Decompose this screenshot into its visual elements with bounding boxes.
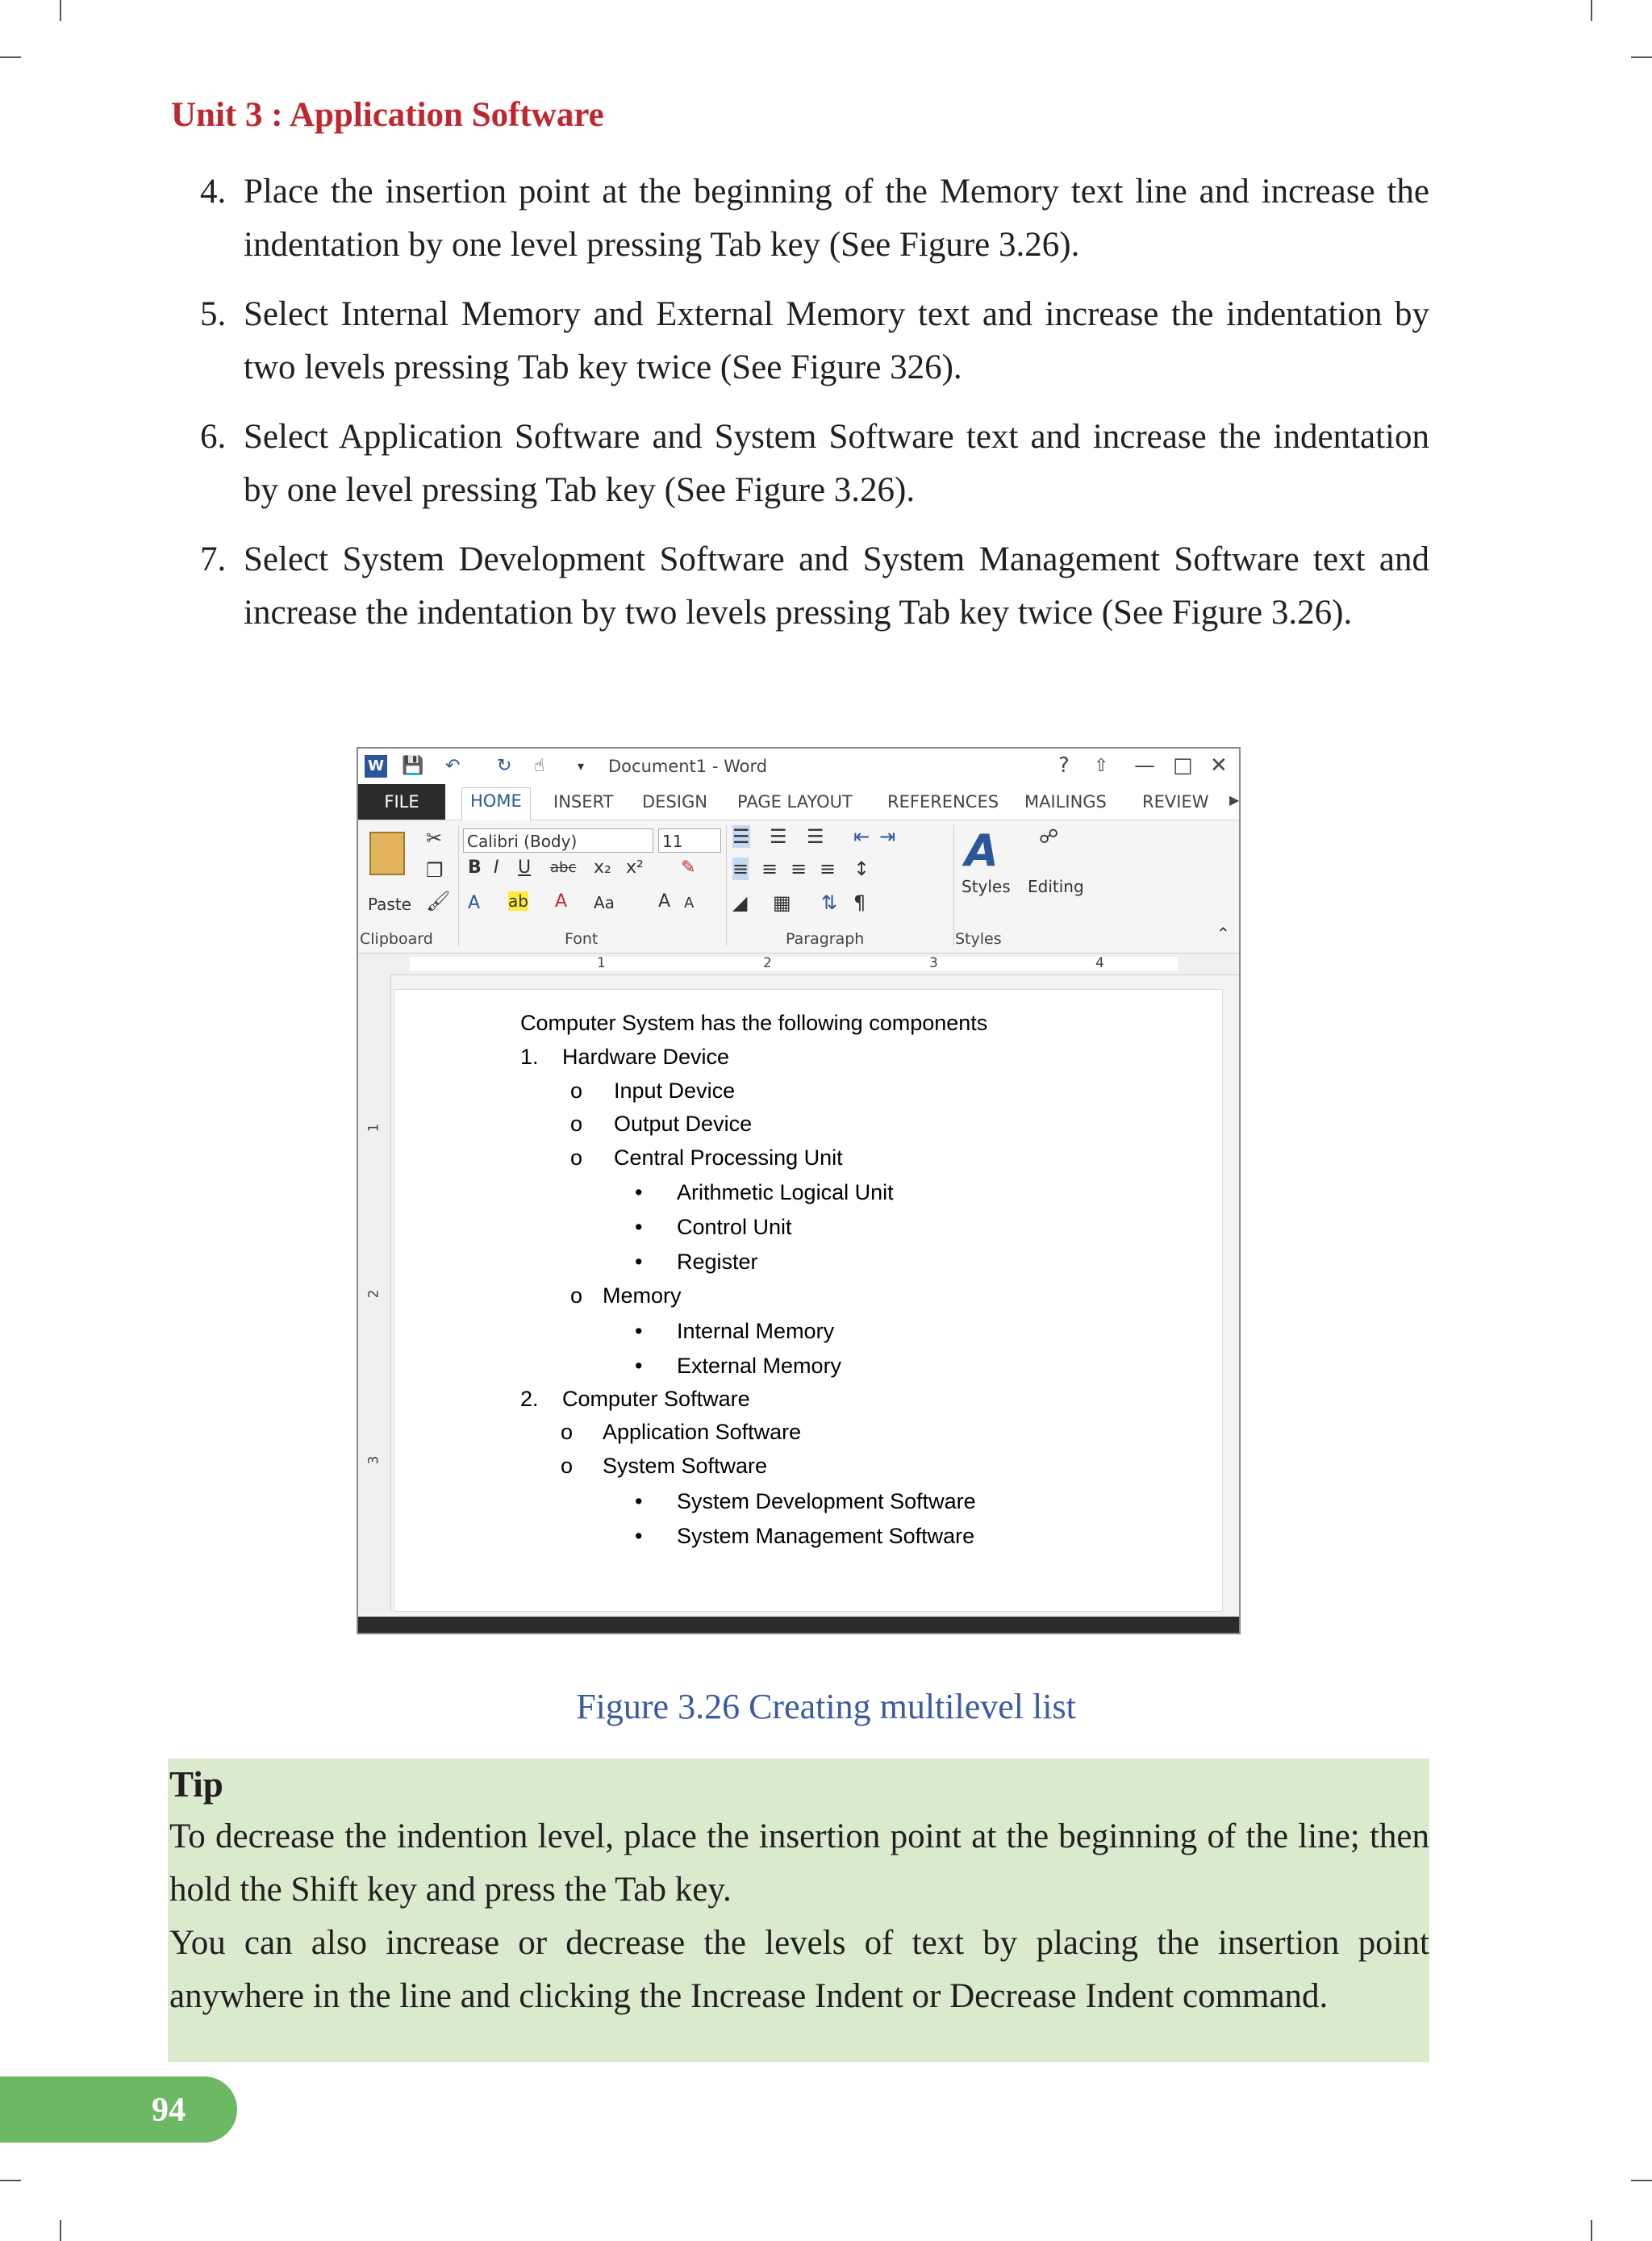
ruler-number: 4	[1095, 955, 1104, 971]
horizontal-ruler	[358, 954, 1239, 975]
tab-references[interactable]: REFERENCES	[887, 792, 999, 812]
ruler-margin-area	[410, 957, 1178, 971]
list-marker: •	[635, 1489, 643, 1513]
ribbon-display-icon[interactable]: ⇧	[1094, 756, 1109, 776]
italic-icon[interactable]: I	[494, 858, 499, 878]
save-icon[interactable]: 💾	[402, 756, 424, 776]
list-marker: o	[570, 1112, 583, 1136]
tip-box	[168, 1759, 1429, 2062]
step-number: 7.	[200, 540, 227, 578]
superscript-icon[interactable]: x²	[626, 858, 644, 878]
list-item: Arithmetic Logical Unit	[677, 1180, 894, 1204]
text-effects-icon[interactable]: A	[468, 893, 481, 913]
word-logo-icon: W	[365, 755, 387, 778]
list-item: Register	[677, 1250, 758, 1274]
vertical-ruler	[358, 974, 391, 1612]
crop-mark	[1631, 2180, 1652, 2181]
tab-mailings[interactable]: MAILINGS	[1024, 792, 1107, 812]
page-number: 94	[152, 2092, 186, 2129]
word-window-screenshot	[357, 747, 1241, 1634]
group-label-styles: Styles	[955, 930, 1002, 948]
shrink-font-icon[interactable]: A	[684, 895, 695, 912]
tab-design[interactable]: DESIGN	[642, 792, 707, 812]
sort-icon[interactable]: ⇅	[821, 891, 838, 914]
step-text: Select Internal Memory and External Memory text and increase the indentation by two levels pressing Tab key twice (See Figure 326).	[244, 295, 1429, 386]
align-left-icon[interactable]: ≡	[732, 858, 749, 880]
group-label-font: Font	[565, 930, 599, 948]
list-item: Application Software	[603, 1420, 802, 1444]
step-number: 6.	[200, 418, 227, 456]
title-bar	[358, 749, 1239, 784]
steps-list	[200, 165, 1429, 656]
align-right-icon[interactable]: ≡	[791, 858, 807, 880]
ribbon-home	[358, 820, 1239, 954]
undo-icon[interactable]: ↶	[445, 756, 461, 776]
list-item: Output Device	[614, 1112, 753, 1136]
styles-button[interactable]: Styles	[962, 877, 1011, 896]
touch-mode-icon[interactable]: ☝	[534, 756, 545, 776]
crop-mark	[0, 56, 21, 58]
highlight-icon[interactable]: ab	[508, 891, 528, 911]
font-name-box[interactable]: Calibri (Body)	[463, 828, 653, 853]
font-color-icon[interactable]: A	[555, 891, 568, 912]
tip-title: Tip	[169, 1764, 223, 1805]
crop-mark	[0, 2180, 21, 2181]
step-item	[200, 411, 1429, 517]
crop-mark	[60, 0, 61, 21]
close-icon[interactable]: ✕	[1210, 753, 1228, 778]
tip-paragraph: To decrease the indention level, place the insertion point at the beginning of the line; then hold the Shift key and press the Tab key.	[169, 1817, 1429, 1909]
step-item	[200, 288, 1429, 394]
borders-icon[interactable]: ▦	[773, 891, 791, 914]
show-formatting-icon[interactable]: ¶	[853, 891, 866, 914]
tab-review[interactable]: REVIEW	[1142, 792, 1209, 812]
ribbon-tabs	[358, 784, 1239, 820]
step-text: Place the insertion point at the beginning of the Memory text line and increase the indentation by one level pressing Tab key (See Figure 3.26).	[244, 173, 1429, 264]
bold-icon[interactable]: B	[468, 858, 482, 878]
crop-mark	[1631, 56, 1652, 58]
format-painter-icon[interactable]: 🖌	[426, 890, 451, 912]
list-marker: •	[635, 1180, 643, 1204]
step-item	[200, 533, 1429, 640]
crop-mark	[1591, 2220, 1592, 2241]
list-marker: o	[570, 1146, 583, 1170]
list-item: Internal Memory	[677, 1319, 835, 1343]
collapse-ribbon-icon[interactable]: ⌃	[1216, 924, 1230, 943]
customize-toolbar-icon[interactable]: ▾	[578, 758, 585, 774]
numbering-icon[interactable]: ☰	[770, 825, 787, 848]
list-marker: •	[635, 1354, 643, 1378]
font-size-box[interactable]: 11	[658, 828, 721, 853]
redo-icon[interactable]: ↻	[497, 756, 512, 776]
tip-paragraph: You can also increase or decrease the levels of text by placing the insertion point anywhere in the line and clicking the Increase Indent or Decrease Indent command.	[169, 1924, 1429, 2015]
ruler-number: 3	[365, 1455, 382, 1465]
tab-page-layout[interactable]: PAGE LAYOUT	[737, 792, 853, 812]
list-item: System Development Software	[677, 1489, 976, 1513]
tab-home[interactable]: HOME	[461, 787, 531, 820]
copy-icon[interactable]: ❐	[426, 859, 444, 882]
group-label-clipboard: Clipboard	[360, 930, 433, 948]
list-item: Input Device	[614, 1079, 736, 1103]
help-icon[interactable]: ?	[1058, 753, 1070, 778]
strikethrough-icon[interactable]: abc	[550, 859, 577, 876]
step-number: 5.	[200, 295, 227, 333]
list-marker: •	[635, 1319, 643, 1343]
paste-icon[interactable]	[369, 832, 405, 875]
list-marker: o	[570, 1283, 583, 1308]
decrease-indent-icon[interactable]: ⇤	[853, 825, 870, 848]
group-divider	[458, 825, 459, 946]
subscript-icon[interactable]: x₂	[594, 858, 611, 878]
list-marker: •	[635, 1250, 643, 1274]
list-item: System Management Software	[677, 1524, 975, 1548]
clear-formatting-icon[interactable]: ✎	[681, 858, 696, 878]
unit-heading: Unit 3 : Application Software	[171, 96, 604, 134]
shading-icon[interactable]: ◢	[732, 891, 748, 914]
find-binoculars-icon[interactable]: ☍	[1039, 825, 1059, 848]
step-text: Select System Development Software and System Management Software text and increase the indentation by two levels pressing Tab key twice (See Figure 3.26).	[244, 540, 1429, 632]
step-text: Select Application Software and System Software text and increase the indentation by one level pressing Tab key (See Figure 3.26).	[244, 418, 1429, 509]
list-item: Control Unit	[677, 1215, 792, 1239]
group-label-paragraph: Paragraph	[786, 930, 865, 948]
maximize-icon[interactable]: □	[1173, 753, 1193, 778]
tab-file[interactable]: FILE	[358, 784, 445, 820]
ruler-number: 2	[763, 955, 772, 971]
paste-button[interactable]: Paste	[368, 895, 411, 914]
list-item: System Software	[603, 1454, 768, 1478]
list-marker: 1.	[520, 1045, 539, 1069]
line-spacing-icon[interactable]: ↕	[853, 858, 870, 880]
group-divider	[726, 825, 727, 946]
underline-icon[interactable]: U	[518, 858, 532, 878]
ruler-number: 1	[365, 1123, 382, 1133]
multilevel-list-icon[interactable]: ☰	[807, 825, 824, 848]
step-number: 4.	[200, 173, 227, 211]
group-divider	[953, 825, 954, 946]
document-heading: Computer System has the following components	[520, 1011, 988, 1035]
crop-mark	[1591, 0, 1592, 21]
styles-icon[interactable]: A	[965, 825, 999, 876]
bullets-icon[interactable]: ☰	[732, 825, 750, 848]
change-case-icon[interactable]: Aa	[594, 893, 615, 912]
list-marker: o	[561, 1454, 574, 1478]
list-marker: 2.	[520, 1387, 539, 1411]
justify-icon[interactable]: ≡	[820, 858, 836, 880]
tab-insert[interactable]: INSERT	[553, 792, 614, 812]
ruler-number: 1	[597, 955, 606, 971]
page-number-tab	[0, 2076, 237, 2143]
step-item	[200, 165, 1429, 272]
grow-font-icon[interactable]: A	[658, 891, 671, 912]
list-item: Memory	[603, 1283, 682, 1308]
list-item: Hardware Device	[562, 1045, 730, 1069]
align-center-icon[interactable]: ≡	[761, 858, 778, 880]
ruler-number: 3	[929, 955, 938, 971]
ruler-number: 2	[365, 1289, 382, 1299]
figure-caption: Figure 3.26 Creating multilevel list	[576, 1687, 1076, 1726]
list-marker: •	[635, 1524, 643, 1548]
document-page[interactable]	[394, 989, 1223, 1612]
list-item: External Memory	[677, 1354, 842, 1378]
tabs-scroll-right-icon[interactable]: ▶	[1229, 792, 1240, 808]
document-title: Document1 - Word	[608, 757, 768, 776]
increase-indent-icon[interactable]: ⇥	[879, 825, 896, 848]
list-item: Central Processing Unit	[614, 1146, 843, 1170]
list-marker: o	[561, 1420, 574, 1444]
minimize-icon[interactable]: —	[1134, 753, 1155, 778]
list-marker: •	[635, 1215, 643, 1239]
list-item: Computer Software	[562, 1387, 750, 1411]
status-bar	[358, 1617, 1239, 1634]
editing-button[interactable]: Editing	[1028, 877, 1084, 896]
list-marker: o	[570, 1079, 583, 1103]
crop-mark	[60, 2220, 61, 2241]
cut-icon[interactable]: ✂	[426, 827, 443, 849]
